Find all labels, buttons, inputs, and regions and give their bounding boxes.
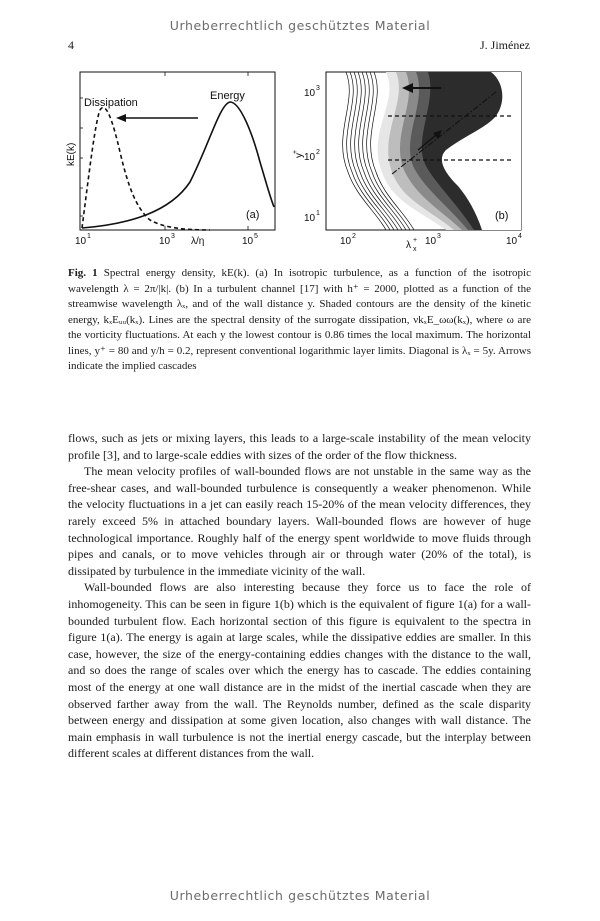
cascade-arrowhead-a bbox=[116, 114, 126, 122]
dissipation-label: Dissipation bbox=[84, 97, 138, 109]
caption-label: Fig. 1 bbox=[68, 267, 98, 279]
svg-text:10: 10 bbox=[304, 88, 316, 99]
svg-text:10: 10 bbox=[506, 236, 518, 247]
watermark-top: Urheberrechtlich geschütztes Material bbox=[169, 18, 431, 33]
svg-text:10: 10 bbox=[304, 213, 316, 224]
svg-text:10: 10 bbox=[304, 152, 316, 163]
watermark-bottom: Urheberrechtlich geschütztes Material bbox=[169, 888, 431, 903]
xtick-label-a-3 bbox=[242, 233, 258, 247]
figure-caption bbox=[68, 266, 531, 375]
svg-text:y: y bbox=[294, 153, 305, 158]
svg-text:x: x bbox=[413, 246, 417, 253]
ytick-label-b-3 bbox=[304, 85, 320, 99]
spectrum-plot-a bbox=[60, 62, 290, 252]
running-header bbox=[68, 38, 530, 54]
figure-panel-b bbox=[292, 62, 536, 253]
caption-text: Spectral energy density, kE(k). (a) In isotropic turbulence, as a function of the isotropic wavelength λ = 2π/|k|. (b) In a turbulent channel [17] with h⁺ = 2000, plotted as a function of the streamwise wavelength λₓ, and of the wall distance y. Shaded contours are the density of the kinetic energy, kₓEᵤᵤ(kₓ). Lines are the spectral density of the surrogate dissipation, νkₓE_ωω(kₓ), where ω are the vorticity fluctuations. At each y the lowest contour is 0.86 times the local maximum. The horizontal lines, y⁺ = 80 and y/h = 0.2, represent conventional logarithmic layer limits. Diagonal is λₓ = 5y. Arrows indicate the implied cascades bbox=[68, 267, 531, 372]
xtick-label-b-3 bbox=[506, 233, 522, 247]
svg-text:10: 10 bbox=[242, 236, 254, 247]
svg-text:1: 1 bbox=[316, 210, 320, 217]
svg-text:1: 1 bbox=[87, 233, 91, 240]
xtick-label-a-2 bbox=[159, 233, 175, 247]
svg-text:10: 10 bbox=[340, 236, 352, 247]
plot-frame-a bbox=[80, 72, 275, 230]
svg-text:3: 3 bbox=[437, 233, 441, 240]
svg-text:2: 2 bbox=[316, 149, 320, 156]
svg-text:+: + bbox=[292, 149, 299, 154]
ylabel-a: kE(k) bbox=[66, 142, 77, 166]
svg-text:4: 4 bbox=[518, 233, 522, 240]
spectrum-plot-b bbox=[292, 62, 536, 253]
body-text bbox=[68, 430, 531, 762]
svg-text:5: 5 bbox=[254, 233, 258, 240]
body-paragraph-1: flows, such as jets or mixing layers, this leads to a large-scale instability of the mean velocity profile [3], and to large-scale eddies with sizes of the order of the flow thickness. bbox=[68, 431, 531, 462]
xlabel-b bbox=[406, 237, 417, 253]
svg-text:3: 3 bbox=[316, 85, 320, 92]
running-author: J. Jiménez bbox=[480, 38, 530, 52]
svg-text:+: + bbox=[413, 237, 418, 244]
body-paragraph-3: Wall-bounded flows are also interesting because they force us to face the role of inhomogeneity. This can be seen in figure 1(b) which is the equivalent of figure 1(a) for a wall-bounded turbulent flow. Each horizontal section of this figure is equivalent to the spectra in figure 1(a). The energy is again at large scales, while the dissipative eddies are smaller. In this case, however, the size of the energy-containing eddies changes with the distance to the wall, and so does the range of scales over which the energy has to cascade. The eddies containing most of the energy at one wall distance are in the midst of the inertial cascade when they are observed farther away from the wall. The Reynolds number, defined as the scale disparity between energy and dissipation at some given location, also changes with wall distance. The main emphasis in wall turbulence is not the inertial energy cascade, but the interplay between different scales at different distances from the wall. bbox=[68, 580, 531, 761]
svg-text:10: 10 bbox=[425, 236, 437, 247]
page-number: 4 bbox=[68, 38, 74, 52]
svg-text:λ: λ bbox=[406, 240, 411, 251]
svg-text:2: 2 bbox=[352, 233, 356, 240]
svg-text:10: 10 bbox=[75, 236, 87, 247]
xlabel-a: λ/η bbox=[191, 236, 205, 247]
dissipation-curve bbox=[82, 108, 210, 230]
xtick-label-b-1 bbox=[340, 233, 356, 247]
ytick-label-b-1 bbox=[304, 210, 320, 224]
energy-label: Energy bbox=[210, 90, 245, 102]
body-paragraph-2: The mean velocity profiles of wall-bounded flows are not unstable in the same way as the free-shear cases, and wall-bounded turbulence is consequently a weaker phenomenon. While the velocity fluctuations in a jet can easily reach 15-20% of the mean velocity differences, they rarely exceed 5% in attached boundary layers. Wall-bounded flows are however of huge technological importance. Roughly half of the energy spent worldwide to move fluids through pipes and canals, or to move vehicles through air or through water (20% of the total), is dissipated by turbulence in the immediate vicinity of the wall. bbox=[68, 464, 531, 578]
svg-text:10: 10 bbox=[159, 236, 171, 247]
xtick-label-b-2 bbox=[425, 233, 441, 247]
ytick-label-b-2 bbox=[304, 149, 320, 163]
svg-text:3: 3 bbox=[171, 233, 175, 240]
panel-b-tag: (b) bbox=[495, 210, 509, 222]
xtick-label-a-1 bbox=[75, 233, 91, 247]
panel-a-tag: (a) bbox=[246, 209, 260, 221]
figure-panel-a bbox=[60, 62, 290, 252]
